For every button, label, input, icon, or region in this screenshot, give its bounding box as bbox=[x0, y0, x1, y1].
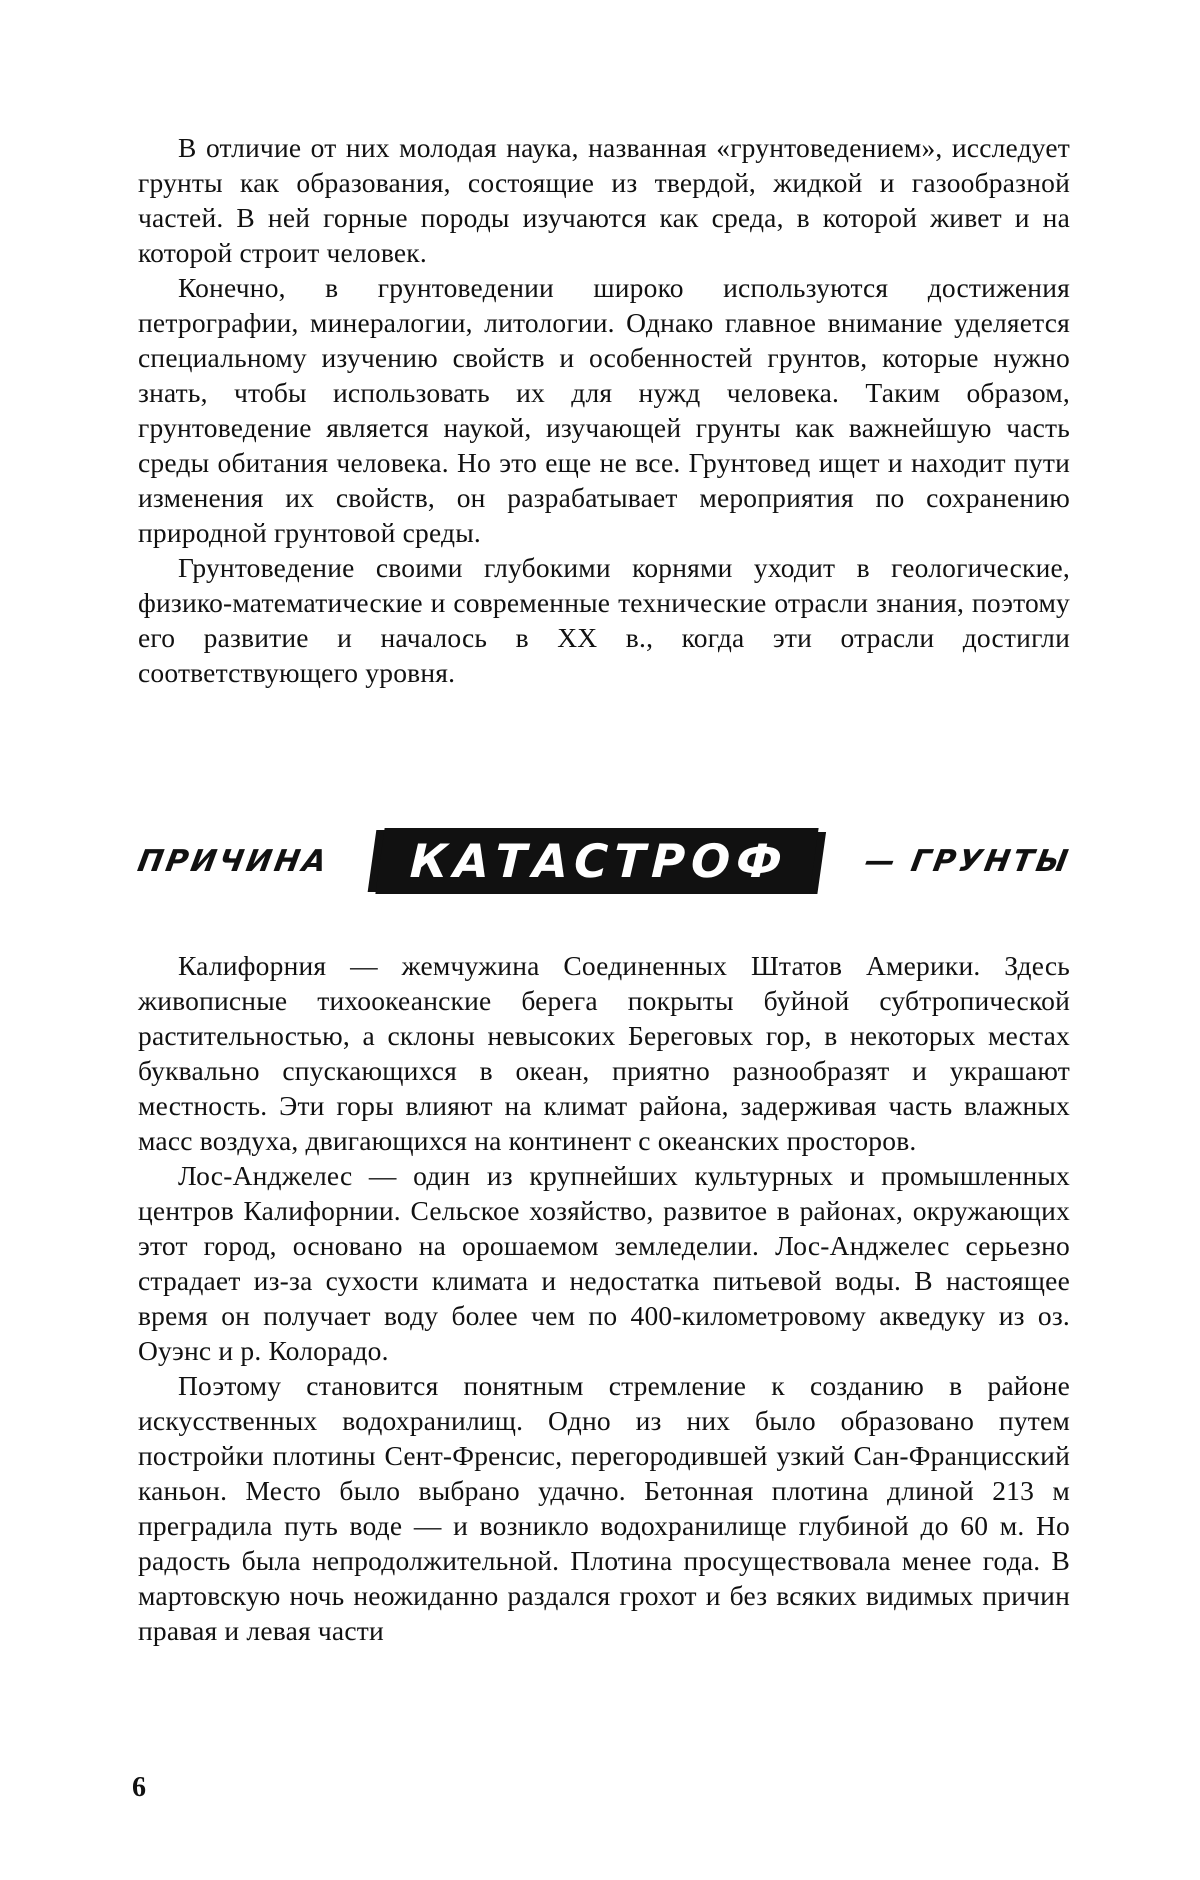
heading-word-right: — ГРУНТЫ bbox=[861, 843, 1074, 879]
paragraph: Поэтому становится понятным стремление к созданию в районе искусственных водохранилищ. Одно из них было образовано путем постройки плотины Сент-Френсис, перегородившей узкий Сан-Францисский каньон. Место было выбрано удачно. Бетонная плотина длиной 213 м преградила путь воде — и возникло водохранилище глубиной до 60 м. Но радость была непродолжительной. Плотина просуществовала менее года. В мартовскую ночь неожиданно раздался грохот и без всяких видимых причин правая и левая части bbox=[138, 1370, 1070, 1646]
paragraph: В отличие от них молодая наука, названная «грунтоведением», исследует грунты как образования, состоящие из твердой, жидкой и газообразной частей. В ней горные породы изучаются как среда, в которой живет и на которой строит человек. bbox=[138, 132, 1070, 268]
heading-brush-banner bbox=[375, 828, 818, 894]
heading-word-center: КАТАСТРОФ bbox=[408, 834, 789, 888]
paragraph: Конечно, в грунтоведении широко используются достижения петрографии, минералогии, литологии. Однако главное внимание уделяется специальному изучению свойств и особенностей грунтов, которые нужно знать, чтобы использовать их для нужд человека. Таким образом, грунтоведение является наукой, изучающей грунты как важнейшую часть среды обитания человека. Но это еще не все. Грунтовед ищет и находит пути изменения их свойств, он разрабатывает мероприятия по сохранению природной грунтовой среды. bbox=[138, 272, 1070, 548]
section-heading bbox=[134, 826, 1074, 896]
page-number: 6 bbox=[132, 1772, 146, 1803]
heading-word-left: ПРИЧИНА bbox=[134, 843, 332, 879]
paragraph: Грунтоведение своими глубокими корнями уходит в геологические, физико-математические и современные технические отрасли знания, поэтому его развитие и началось в XX в., когда эти отрасли достигли соответствующего уровня. bbox=[138, 552, 1070, 688]
paragraph: Калифорния — жемчужина Соединенных Штатов Америки. Здесь живописные тихоокеанские берега покрыты буйной субтропической растительностью, а склоны невысоких Береговых гор, в некоторых местах буквально спускающихся в океан, приятно разнообразят и украшают местность. Эти горы влияют на климат района, задерживая часть влажных масс воздуха, двигающихся на континент с океанских просторов. bbox=[138, 950, 1070, 1156]
intro-text-block bbox=[138, 130, 1070, 690]
paragraph: Лос-Анджелес — один из крупнейших культурных и промышленных центров Калифорнии. Сельское хозяйство, развитое в районах, окружающих этот город, основано на орошаемом земледелии. Лос-Анджелес серьезно страдает из-за сухости климата и недостатка питьевой воды. В настоящее время он получает воду более чем по 400-километровому акведуку из оз. Оуэнс и р. Колорадо. bbox=[138, 1160, 1070, 1366]
california-text-block bbox=[138, 948, 1070, 1648]
